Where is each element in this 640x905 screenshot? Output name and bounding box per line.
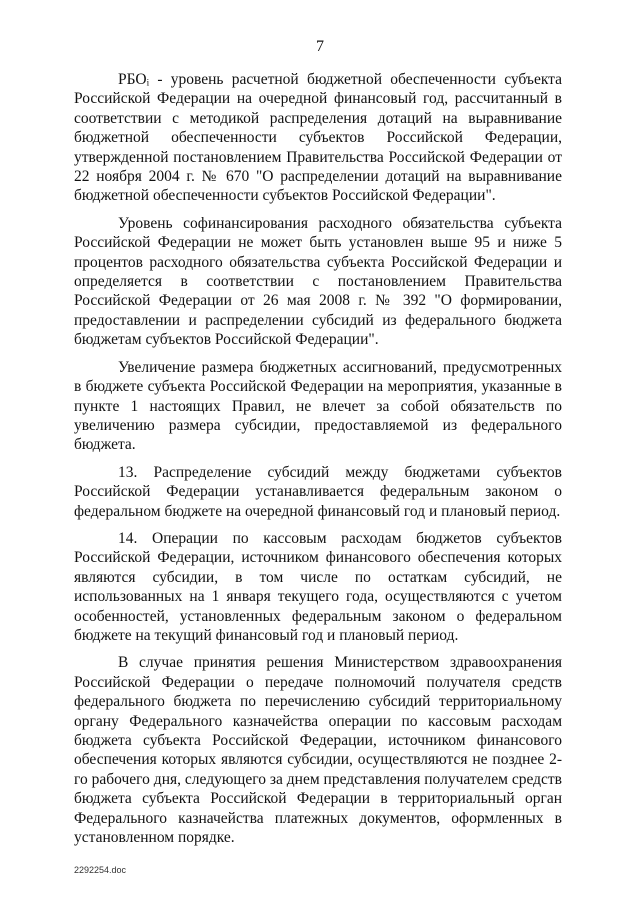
paragraph-cofinancing-level: Уровень софинансирования расходного обязательства субъекта Российской Федерации не может быть установлен выше 95 и ниже 5 процентов расходного обязательства субъекта Российской Федерации и определяется в соответствии с постановлением Правительства Российской Федерации от 26 мая 2008 г. № 392 "О формировании, предоставлении и распределении субсидий из федерального бюджета бюджетам субъектов Российской Федерации". [74,214,562,349]
page-number: 7 [316,38,324,55]
document-footer-filename: 2292254.doc [74,865,127,875]
paragraph-delegation-case: В случае принятия решения Министерством здравоохранения Российской Федерации о передаче полномочий получателя средств федерального бюджета по перечислению субсидий территориальному органу Федерального казначейства операции по кассовым расходам бюджета субъекта Российской Федерации, источником финансового обеспечения которых являются субсидии, осуществляются не позднее 2-го рабочего дня, следующего за днем представления получателем средств бюджета субъекта Российской Федерации в территориальный орган Федерального казначейства платежных документов, оформленных в установленном порядке. [74,654,562,847]
paragraph-14-operations: 14. Операции по кассовым расходам бюджетов субъектов Российской Федерации, источником финансового обеспечения которых являются субсидии, в том числе по остаткам субсидий, не использованных на 1 января текущего года, осуществляются с учетом особенностей, установленных федеральным законом о федеральном бюджете на текущий финансовый год и плановый период. [74,529,562,644]
paragraph-allocation-increase: Увеличение размера бюджетных ассигнований, предусмотренных в бюджете субъекта Российской Федерации на мероприятия, указанные в пункте 1 настоящих Правил, не влечет за собой обязательств по увеличению размера субсидии, предоставляемой из федерального бюджета. [74,358,562,454]
paragraph-13-distribution: 13. Распределение субсидий между бюджетами субъектов Российской Федерации устанавливается федеральным законом о федеральном бюджете на очередной финансовый год и плановый период. [74,463,562,520]
paragraph-rbo-definition: РБОᵢ - уровень расчетной бюджетной обеспеченности субъекта Российской Федерации на очередной финансовый год, рассчитанный в соответствии с методикой распределения дотаций на выравнивание бюджетной обеспеченности субъектов Российской Федерации, утвержденной постановлением Правительства Российской Федерации от 22 ноября 2004 г. № 670 "О распределении дотаций на выравнивание бюджетной обеспеченности субъектов Российской Федерации". [74,71,562,205]
document-body [74,70,562,855]
